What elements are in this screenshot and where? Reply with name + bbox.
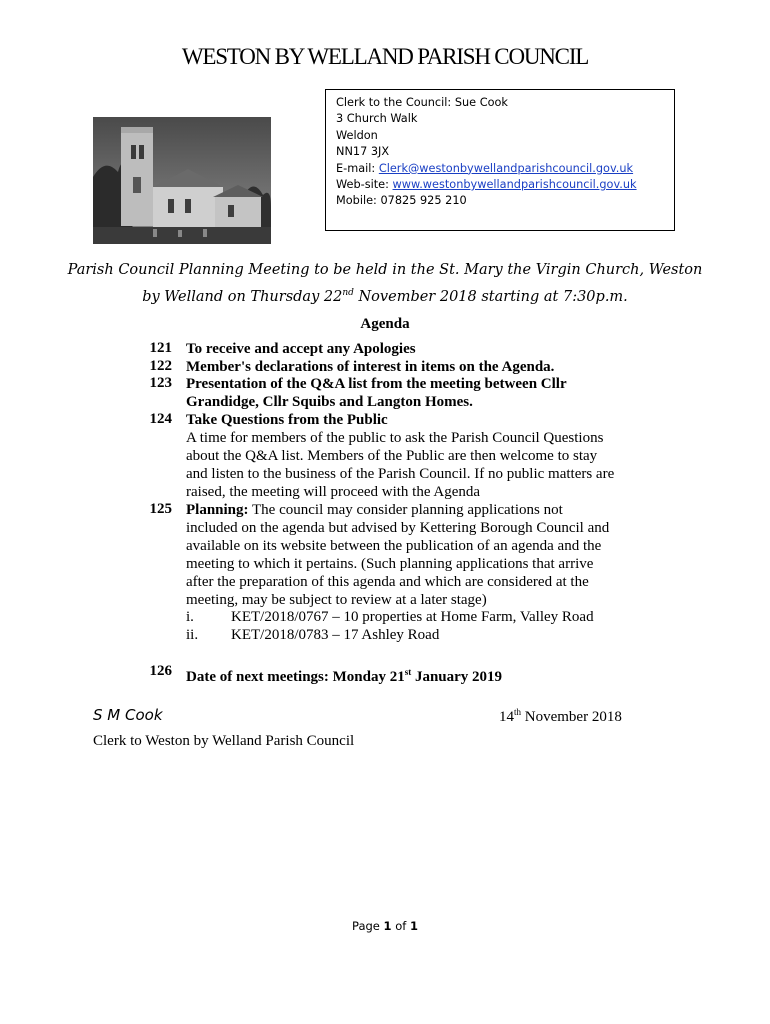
agenda-item-line: A time for members of the public to ask the Parish Council Questions: [186, 430, 604, 446]
agenda-item-text: [186, 411, 686, 501]
agenda-item-number: 124: [149, 411, 172, 427]
intro-line-1: Parish Council Planning Meeting to be held in the St. Mary the Virgin Church, Weston: [67, 262, 703, 278]
email-label: E-mail:: [336, 161, 379, 175]
next-meeting-sup: st: [404, 667, 412, 677]
letter-date: [499, 707, 622, 726]
subitem-text: KET/2018/0767 – 10 properties at Home Farm, Valley Road: [231, 609, 594, 625]
website-link[interactable]: www.westonbywellandparishcouncil.gov.uk: [392, 178, 637, 192]
church-photo: [93, 117, 271, 244]
church-illustration: [93, 117, 271, 244]
intro-line-2: [60, 282, 710, 309]
agenda-item-number: 121: [149, 340, 172, 356]
agenda-item-text: Member's declarations of interest in items on the Agenda.: [186, 359, 555, 375]
meeting-intro: [60, 259, 710, 309]
subitem-numeral: ii.: [186, 627, 199, 643]
agenda-item-line: raised, the meeting will proceed with the Agenda: [186, 484, 481, 500]
agenda-item-text: [186, 375, 686, 411]
agenda-item-line: after the preparation of this agenda and which are considered at the: [186, 574, 589, 590]
agenda-item-line: meeting, may be subject to review at a later stage): [186, 592, 487, 608]
intro-line-2-pre: by Welland on Thursday 22: [142, 288, 343, 305]
contact-box: [325, 89, 675, 231]
website-row: [336, 177, 674, 193]
clerk-line: Clerk to the Council: Sue Cook: [336, 96, 508, 109]
page-title: WESTON BY WELLAND PARISH COUNCIL: [181, 44, 589, 69]
agenda-item-number: 123: [149, 375, 172, 391]
agenda-item-text: To receive and accept any Apologies: [186, 341, 416, 357]
subitem-text: KET/2018/0783 – 17 Ashley Road: [231, 627, 440, 643]
next-meeting-post: January 2019: [411, 669, 503, 685]
email-row: [336, 161, 674, 177]
signature: S M Cook: [93, 706, 163, 724]
agenda-item-heading: Take Questions from the Public: [186, 412, 388, 428]
agenda-item-text: [186, 663, 686, 686]
postcode: NN17 3JX: [336, 145, 390, 159]
footer-page-total: 1: [409, 919, 418, 933]
address-line-2: Weldon: [336, 128, 378, 142]
agenda-item-line: [186, 501, 686, 519]
planning-first: The council may consider planning applications not: [248, 502, 563, 518]
next-meeting-pre: Date of next meetings: Monday 21: [186, 669, 405, 685]
agenda-item-number: 122: [149, 358, 172, 374]
intro-line-2-post: November 2018 starting at 7:30p.m.: [353, 288, 628, 305]
date-sup: th: [514, 707, 522, 717]
agenda-item-number: 126: [149, 663, 172, 679]
agenda-item-text: [186, 501, 686, 609]
footer-mid: of: [391, 919, 410, 933]
page-footer: [0, 919, 770, 933]
agenda-item-line: meeting to which it pertains. (Such planning applications that arrive: [186, 556, 594, 572]
mobile-line: Mobile: 07825 925 210: [336, 194, 467, 208]
intro-line-2-sup: nd: [342, 288, 354, 298]
date-post: November 2018: [521, 709, 622, 725]
planning-lead: Planning:: [186, 502, 249, 518]
agenda-item-line: included on the agenda but advised by Kettering Borough Council and: [186, 520, 610, 536]
email-link[interactable]: Clerk@westonbywellandparishcouncil.gov.uk: [378, 161, 634, 175]
agenda-item-line: available on its website between the publication of an agenda and the: [186, 538, 602, 554]
agenda-item-line: about the Q&A list. Members of the Public are then welcome to stay: [186, 448, 598, 464]
website-label: Web-site:: [336, 178, 393, 192]
agenda-item-line: and listen to the business of the Parish Council. If no public matters are: [186, 466, 615, 482]
agenda-item-line: Grandidge, Cllr Squibs and Langton Homes.: [186, 394, 473, 410]
subitem-numeral: i.: [186, 609, 194, 625]
footer-pre: Page: [352, 919, 384, 933]
agenda-item-number: 125: [149, 501, 172, 517]
date-pre: 14: [499, 709, 514, 725]
clerk-title: Clerk to Weston by Welland Parish Council: [93, 733, 355, 749]
footer-page-num: 1: [383, 919, 392, 933]
agenda-item-line: Presentation of the Q&A list from the meeting between Cllr: [186, 376, 567, 392]
address-line-1: 3 Church Walk: [336, 112, 418, 126]
agenda-heading: Agenda: [360, 316, 410, 332]
